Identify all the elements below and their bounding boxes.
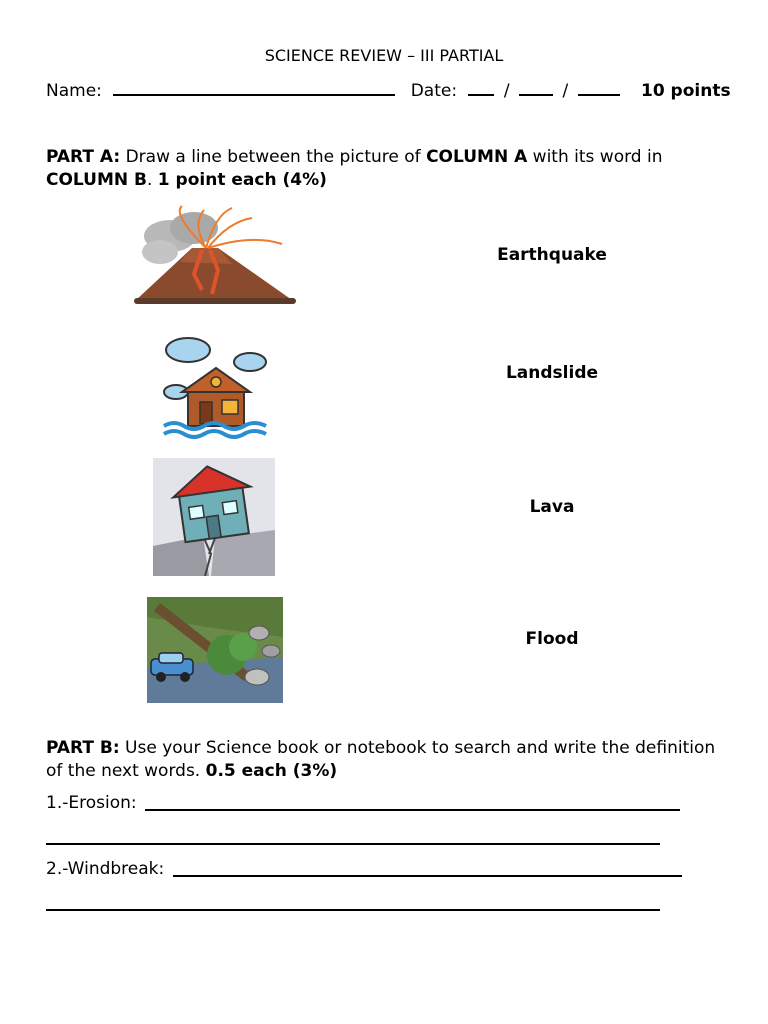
word-landslide: Landslide (505, 363, 599, 383)
part-a-label: PART A: (46, 147, 121, 167)
earthquake-icon (153, 458, 275, 576)
instruction-text: with its word in (527, 147, 663, 167)
flood-icon (160, 330, 270, 440)
word-earthquake: Earthquake (497, 245, 607, 265)
volcano-icon (132, 204, 298, 308)
part-b-instructions (46, 737, 726, 783)
instruction-text: . (146, 170, 158, 190)
date-day-blank[interactable] (468, 80, 494, 96)
erosion-answer-line[interactable] (145, 809, 680, 811)
date-separator: / (503, 81, 510, 101)
part-a-score: 1 point each (4%) (157, 170, 327, 190)
date-label: Date: (410, 81, 458, 101)
erosion-answer-line[interactable] (46, 843, 660, 845)
date-month-blank[interactable] (519, 80, 553, 96)
windbreak-answer-line[interactable] (46, 909, 660, 911)
column-a-label: COLUMN A (426, 147, 528, 167)
windbreak-label: 2.-Windbreak: (46, 859, 165, 879)
date-separator: / (562, 81, 569, 101)
windbreak-answer-line[interactable] (173, 875, 682, 877)
word-lava: Lava (529, 497, 575, 517)
page-title: SCIENCE REVIEW – III PARTIAL (264, 46, 504, 65)
instruction-text: Use your Science book or notebook to search and write the definition of the next words. (46, 738, 716, 781)
date-year-blank[interactable] (578, 80, 620, 96)
name-blank[interactable] (113, 80, 395, 96)
erosion-label: 1.-Erosion: (46, 793, 137, 813)
name-label: Name: (46, 81, 102, 101)
landslide-icon (147, 597, 283, 703)
name-date-line (46, 80, 731, 101)
points-label: 10 points (640, 81, 731, 101)
part-b-score: 0.5 each (3%) (205, 761, 338, 781)
word-flood: Flood (525, 629, 579, 649)
instruction-text: Draw a line between the picture of (120, 147, 427, 167)
part-b-label: PART B: (46, 738, 120, 758)
part-a-instructions (46, 146, 726, 192)
column-b-label: COLUMN B (46, 170, 147, 190)
